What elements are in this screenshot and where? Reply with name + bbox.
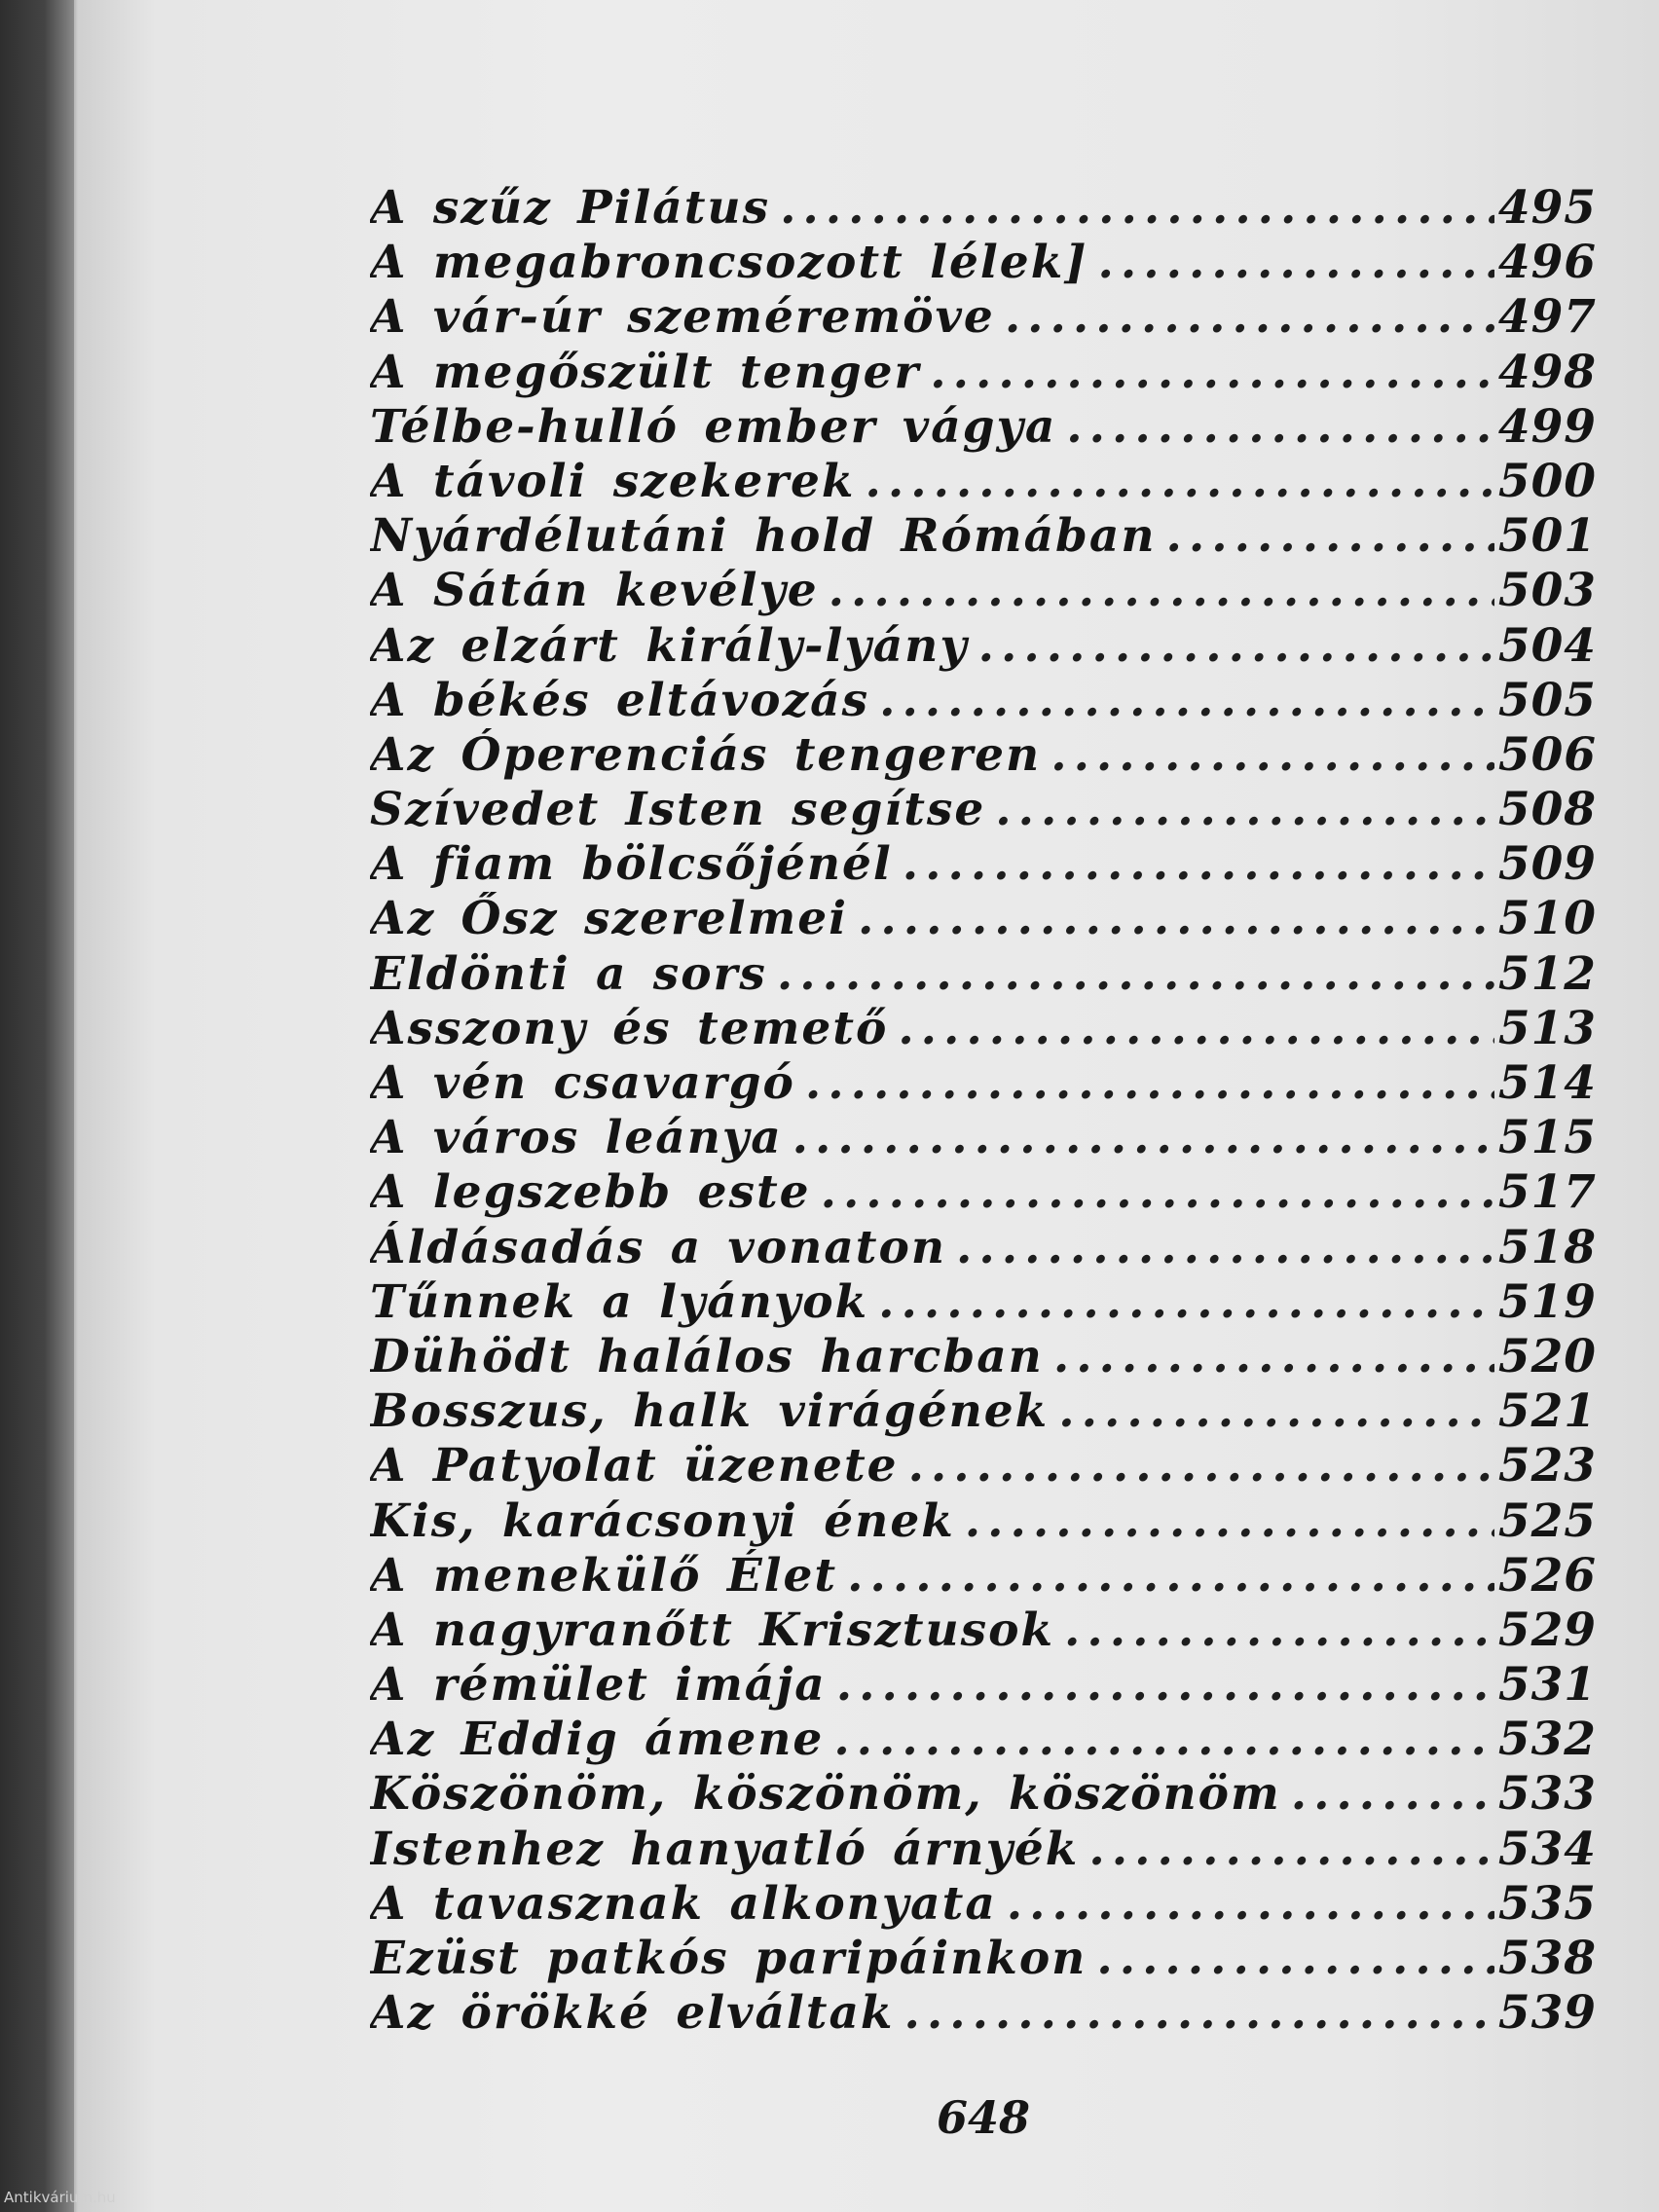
toc-entry-title: A nagyranőtt Krisztusok [370, 1603, 1055, 1657]
toc-entry-page: 510 [1497, 892, 1597, 946]
toc-entry-page: 495 [1497, 181, 1597, 235]
toc-entry-page: 517 [1497, 1165, 1597, 1220]
toc-entry [370, 1932, 1597, 1986]
toc-leader-dots [985, 783, 1494, 836]
toc-entry-page: 504 [1497, 618, 1597, 673]
toc-entry-page: 514 [1497, 1056, 1597, 1110]
toc-leader-dots [955, 1494, 1494, 1548]
toc-entry-title: Asszony és temető [370, 1001, 889, 1055]
toc-leader-dots [848, 892, 1494, 945]
toc-leader-dots [855, 455, 1493, 508]
toc-leader-dots [899, 1439, 1494, 1493]
toc-entry-title: A legszebb este [370, 1165, 811, 1220]
toc-entry-title: A menekülő Élet [370, 1548, 838, 1603]
toc-entry [370, 728, 1597, 783]
toc-entry-page: 519 [1497, 1274, 1597, 1329]
toc-entry [370, 1111, 1597, 1165]
toc-leader-dots [1049, 1384, 1494, 1438]
toc-entry-title: Az elzárt király-lyány [370, 618, 969, 673]
toc-entry-page: 513 [1497, 1001, 1597, 1055]
page-number: 648 [936, 2091, 1031, 2144]
toc-leader-dots [869, 674, 1494, 727]
toc-entry-page: 498 [1497, 345, 1597, 399]
book-binding-shadow [0, 0, 74, 2212]
toc-leader-dots [946, 1221, 1494, 1274]
toc-leader-dots [824, 1713, 1494, 1766]
toc-entry [370, 1877, 1597, 1932]
toc-entry-page: 538 [1497, 1932, 1597, 1985]
toc-entry [370, 564, 1597, 618]
toc-leader-dots [920, 346, 1494, 399]
toc-entry-title: A tavasznak alkonyata [370, 1876, 997, 1931]
toc-entry-title: A Sátán kevélye [370, 564, 819, 618]
toc-leader-dots [1281, 1767, 1494, 1821]
toc-entry [370, 509, 1597, 564]
toc-entry-title: Szívedet Isten segítse [370, 783, 986, 837]
toc-leader-dots [795, 1056, 1494, 1110]
toc-leader-dots [868, 1275, 1494, 1329]
toc-entry-page: 506 [1497, 727, 1597, 782]
toc-entry-page: 525 [1497, 1493, 1597, 1548]
toc-leader-dots [969, 619, 1494, 673]
table-of-contents [370, 181, 1597, 2041]
toc-leader-dots [770, 181, 1494, 235]
toc-entry [370, 1330, 1597, 1384]
toc-entry-page: 500 [1497, 454, 1597, 508]
toc-entry [370, 837, 1597, 892]
toc-entry-title: Ezüst patkós paripáinkon [370, 1932, 1088, 1985]
toc-entry-title: A békés eltávozás [370, 673, 870, 727]
toc-entry-title: A Patyolat üzenete [370, 1439, 899, 1493]
toc-entry [370, 181, 1597, 236]
toc-entry [370, 1384, 1597, 1439]
toc-entry-page: 496 [1497, 236, 1597, 290]
toc-leader-dots [995, 290, 1494, 344]
toc-entry-page: 508 [1497, 783, 1597, 837]
toc-leader-dots [783, 1111, 1494, 1164]
toc-entry [370, 1165, 1597, 1220]
toc-entry-page: 526 [1497, 1548, 1597, 1603]
toc-leader-dots [1079, 1823, 1494, 1876]
toc-leader-dots [819, 564, 1494, 617]
toc-entry [370, 1604, 1597, 1658]
toc-entry [370, 236, 1597, 290]
toc-entry-page: 531 [1497, 1658, 1597, 1713]
toc-entry-page: 509 [1497, 837, 1597, 892]
toc-entry-page: 505 [1497, 673, 1597, 727]
toc-entry [370, 783, 1597, 837]
toc-entry [370, 400, 1597, 455]
toc-entry [370, 455, 1597, 509]
toc-entry-page: 503 [1497, 564, 1597, 618]
toc-entry-page: 501 [1497, 509, 1597, 564]
toc-entry-title: A rémület imája [370, 1658, 827, 1713]
toc-entry [370, 1056, 1597, 1111]
toc-leader-dots [811, 1165, 1494, 1219]
toc-entry-title: Bosszus, halk virágének [370, 1384, 1050, 1439]
toc-entry [370, 346, 1597, 400]
toc-leader-dots [1157, 509, 1494, 563]
toc-leader-dots [827, 1658, 1494, 1712]
toc-entry-title: Köszönöm, köszönöm, köszönöm [370, 1767, 1281, 1822]
toc-entry-page: 533 [1497, 1767, 1597, 1822]
toc-entry-page: 515 [1497, 1111, 1597, 1165]
toc-entry [370, 892, 1597, 946]
toc-leader-dots [1054, 1604, 1494, 1657]
toc-entry-title: Tűnnek a lyányok [370, 1274, 869, 1329]
toc-entry [370, 1713, 1597, 1767]
toc-entry [370, 1439, 1597, 1493]
toc-leader-dots [1088, 236, 1494, 289]
toc-entry [370, 619, 1597, 674]
toc-leader-dots [888, 1002, 1494, 1055]
toc-entry-title: Az örökké elváltak [370, 1986, 895, 2041]
toc-entry-title: A megabroncsozott lélek] [370, 236, 1088, 290]
toc-entry-page: 529 [1497, 1603, 1597, 1657]
toc-entry-page: 539 [1497, 1986, 1597, 2041]
toc-leader-dots [837, 1549, 1494, 1603]
toc-entry-title: Istenhez hanyatló árnyék [370, 1822, 1080, 1876]
toc-entry-page: 520 [1497, 1329, 1597, 1383]
toc-leader-dots [894, 1986, 1493, 2040]
toc-entry-title: A fiam bölcsőjénél [370, 837, 893, 892]
toc-entry-page: 518 [1497, 1220, 1597, 1274]
toc-leader-dots [1041, 728, 1494, 782]
toc-entry-title: Télbe-hulló ember vágya [370, 399, 1057, 454]
toc-entry [370, 1658, 1597, 1713]
toc-entry-page: 521 [1497, 1384, 1597, 1439]
toc-entry-title: Kis, karácsonyi ének [370, 1493, 955, 1548]
toc-entry [370, 1275, 1597, 1330]
toc-entry-title: Az Ősz szerelmei [370, 892, 849, 946]
toc-entry-page: 497 [1497, 290, 1597, 345]
toc-entry [370, 1549, 1597, 1604]
toc-entry-title: A távoli szekerek [370, 454, 856, 508]
toc-entry-page: 534 [1497, 1822, 1597, 1876]
toc-leader-dots [1056, 400, 1494, 454]
toc-entry-title: A város leánya [370, 1111, 783, 1165]
toc-entry [370, 1494, 1597, 1549]
toc-entry [370, 1823, 1597, 1877]
toc-entry [370, 674, 1597, 728]
toc-entry-page: 499 [1497, 399, 1597, 454]
watermark: Antikvárium.hu [4, 2189, 116, 2206]
toc-entry [370, 1002, 1597, 1056]
toc-leader-dots [1044, 1330, 1494, 1383]
toc-entry [370, 1986, 1597, 2041]
toc-entry-page: 512 [1497, 946, 1597, 1001]
toc-leader-dots [767, 947, 1494, 1001]
toc-entry-title: Eldönti a sors [370, 946, 767, 1001]
toc-leader-dots [893, 837, 1494, 891]
toc-entry [370, 947, 1597, 1002]
toc-entry-page: 532 [1497, 1713, 1597, 1767]
toc-entry-title: Áldásadás a vonaton [370, 1220, 947, 1274]
toc-entry-title: Az Eddig ámene [370, 1713, 825, 1767]
toc-leader-dots [997, 1877, 1494, 1931]
toc-entry-title: Nyárdélutáni hold Rómában [370, 509, 1157, 564]
toc-entry-title: Az Óperenciás tengeren [370, 727, 1042, 782]
toc-entry-page: 523 [1497, 1439, 1597, 1493]
toc-entry [370, 290, 1597, 345]
toc-entry-title: A vén csavargó [370, 1056, 795, 1110]
toc-entry-title: A szűz Pilátus [370, 181, 771, 235]
toc-entry-page: 535 [1497, 1876, 1597, 1931]
toc-entry [370, 1221, 1597, 1275]
toc-entry [370, 1767, 1597, 1822]
toc-entry-title: A megőszült tenger [370, 345, 921, 399]
toc-entry-title: A vár-úr szeméremöve [370, 290, 995, 345]
toc-entry-title: Dühödt halálos harcban [370, 1329, 1044, 1383]
toc-leader-dots [1087, 1932, 1494, 1985]
